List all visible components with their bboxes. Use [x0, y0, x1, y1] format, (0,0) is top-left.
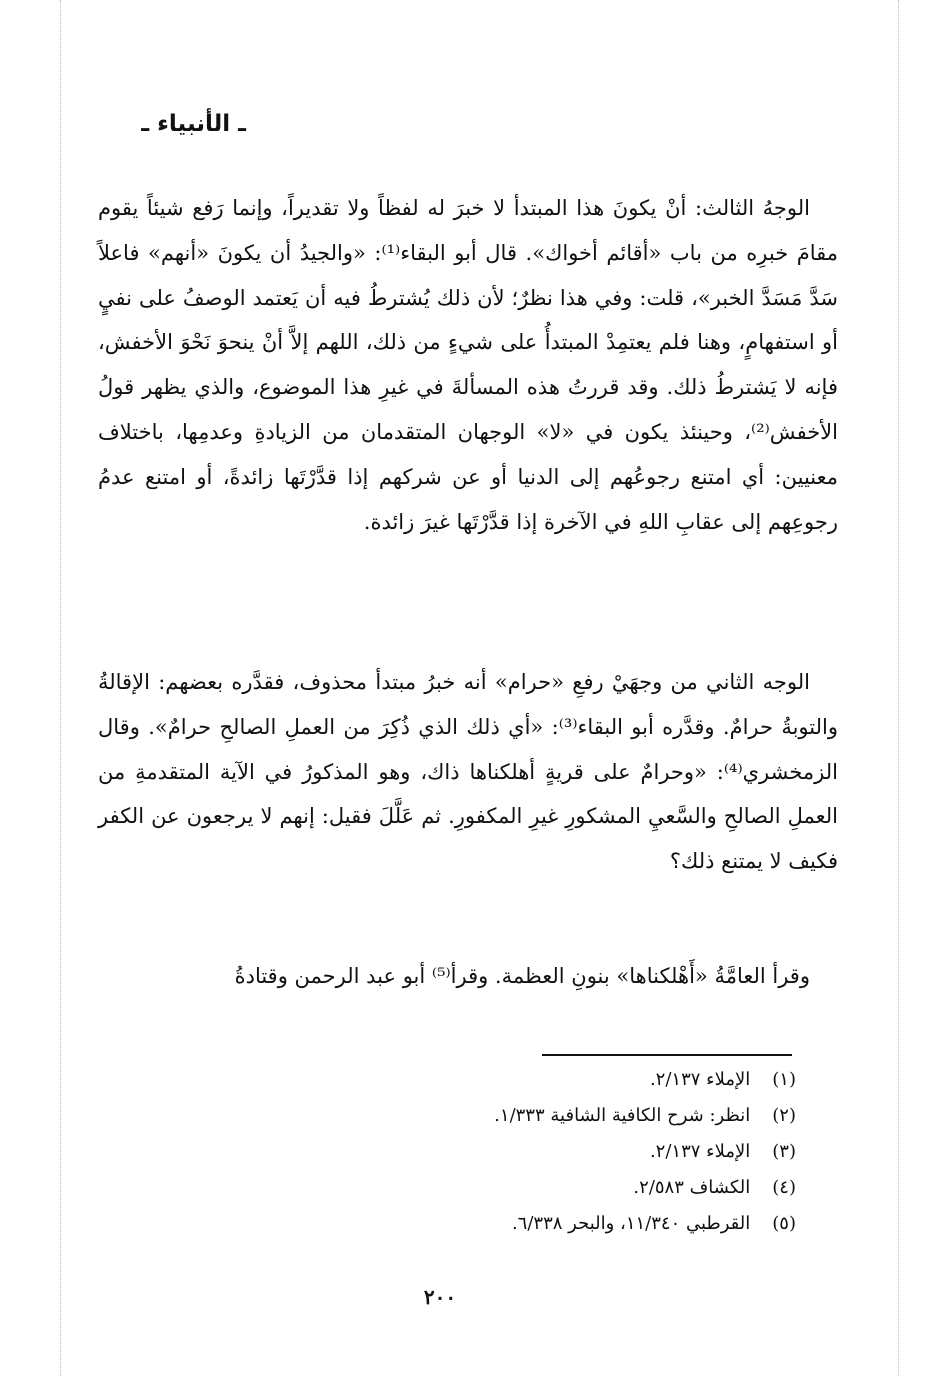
footnote-number: (٥)	[772, 1213, 796, 1234]
footnote-number: (١)	[772, 1069, 796, 1090]
footnote-text: الإملاء ٢/١٣٧.	[649, 1141, 751, 1162]
paragraph-reading: وقرأ العامَّةُ «أَهْلكناها» بنونِ العظمة. وقرأ⁽⁵⁾ أبو عبد الرحمن وقتادةُ	[234, 964, 810, 988]
footnotes-list	[300, 1062, 796, 1242]
scan-edge-right	[898, 0, 899, 1376]
running-header: ـ الأنبياء ـ	[141, 111, 246, 137]
paragraph-second-aspect: الوجه الثاني من وجهَيْ رفعِ «حرام» أنه خبرُ مبتدأ محذوف، فقدَّره بعضهم: الإقالةُ والتوبةُ حرامٌ. وقدَّره أبو البقاء⁽³⁾: «أي ذلك الذي ذُكِرَ من العملِ الصالحِ حرامٌ». وقال الزمخشري⁽⁴⁾: «وحرامٌ على قريةٍ أهلكناها ذاك، وهو المذكورُ في الآية المتقدمةِ من العملِ الصالحِ والسَّعيِ المشكورِ غيرِ المكفورِ. ثم عَلَّلَ فقيل: إنهم لا يرجعون عن الكفر فكيف لا يمتنع ذلك؟	[98, 670, 838, 874]
footnote-item	[300, 1206, 796, 1242]
footnote-item	[300, 1062, 796, 1098]
paragraph-third-aspect: الوجهُ الثالث: أنْ يكونَ هذا المبتدأ لا خبرَ له لفظاً ولا تقديراً، وإنما رَفع شيئاً يقوم مقامَ خبرِه من باب «أقائم أخواك». قال أبو البقاء⁽¹⁾: «والجيدُ أن يكونَ «أنهم» فاعلاً سَدَّ مَسَدَّ الخبر»، قلت: وفي هذا نظرٌ؛ لأن ذلك يُشترطُ فيه أن يَعتمد الوصفُ على نفيٍ أو استفهامٍ، وهنا فلم يعتمِدْ المبتدأُ على شيءٍ من ذلك، اللهم إلاَّ أنْ ينحوَ نَحْوَ الأخفش، فإنه لا يَشترطُ ذلك. وقد قررتُ هذه المسألةَ في غيرِ هذا الموضوع، والذي يظهر قولُ الأخفش⁽²⁾، وحينئذ يكون في «لا» الوجهان المتقدمان من الزيادةِ وعدمِها، باختلاف معنيين: أي امتنع رجوعُهم إلى الدنيا أو عن شركهم إذا قدَّرْتَها زائدةً، أو امتنع عدمُ رجوعِهم إلى عقابِ اللهِ في الآخرة إذا قدَّرْتَها غيرَ زائدة.	[98, 196, 838, 534]
footnote-separator	[542, 1054, 792, 1056]
footnote-text: الإملاء ٢/١٣٧.	[649, 1069, 751, 1090]
footnote-text: الكشاف ٢/٥٨٣.	[633, 1177, 751, 1198]
footnote-number: (٤)	[772, 1177, 796, 1198]
footnote-item	[300, 1170, 796, 1206]
footnote-text: انظر: شرح الكافية الشافية ١/٣٣٣.	[494, 1105, 751, 1126]
footnote-item	[300, 1134, 796, 1170]
footnote-number: (٢)	[772, 1105, 796, 1126]
page-number: ٢٠٠	[423, 1285, 457, 1309]
footnote-number: (٣)	[772, 1141, 796, 1162]
footnote-text: القرطبي ١١/٣٤٠، والبحر ٦/٣٣٨.	[511, 1213, 751, 1234]
scan-edge-left	[60, 0, 61, 1376]
footnote-item	[300, 1098, 796, 1134]
